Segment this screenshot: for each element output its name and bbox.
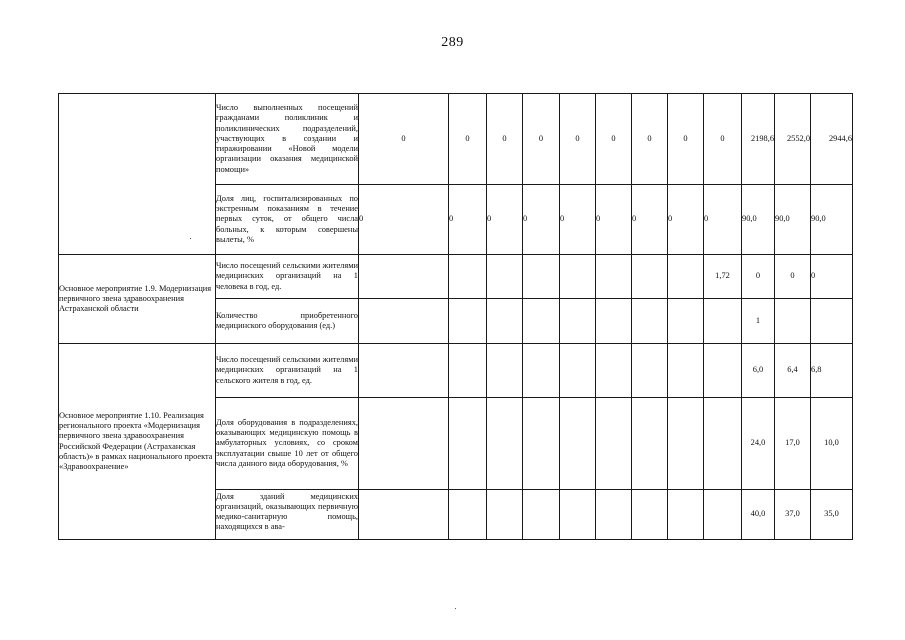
value-cell: 17,0 bbox=[775, 398, 811, 490]
value-cell bbox=[487, 344, 523, 398]
indicator-cell bbox=[216, 255, 359, 299]
value-cell bbox=[449, 398, 487, 490]
value-cell: 35,0 bbox=[811, 490, 853, 540]
objective-cell bbox=[59, 94, 216, 255]
value-cell: 6,4 bbox=[775, 344, 811, 398]
value-cell: 0 bbox=[596, 94, 632, 185]
value-cell: 0 bbox=[487, 185, 523, 255]
value-cell bbox=[596, 299, 632, 344]
table-row bbox=[59, 94, 853, 185]
value-cell bbox=[487, 255, 523, 299]
value-cell bbox=[523, 490, 560, 540]
objective-text: Основное мероприятие 1.9. Модернизация первичного звена здравоохранения Астраханской области bbox=[59, 283, 212, 314]
indicator-text: Количество приобретенного медицинского оборудования (ед.) bbox=[216, 310, 358, 330]
value-cell bbox=[632, 299, 668, 344]
value-cell: 0 bbox=[632, 94, 668, 185]
value-cell bbox=[523, 299, 560, 344]
value-cell bbox=[449, 299, 487, 344]
value-cell: 0 bbox=[742, 255, 775, 299]
indicator-cell bbox=[216, 344, 359, 398]
value-cell bbox=[596, 255, 632, 299]
value-cell bbox=[596, 398, 632, 490]
value-cell bbox=[668, 344, 704, 398]
value-cell bbox=[596, 344, 632, 398]
value-cell bbox=[704, 490, 742, 540]
value-cell bbox=[632, 344, 668, 398]
value-cell bbox=[487, 398, 523, 490]
value-cell bbox=[359, 255, 449, 299]
value-cell: 10,0 bbox=[811, 398, 853, 490]
value-cell: 24,0 bbox=[742, 398, 775, 490]
value-cell: 0 bbox=[523, 94, 560, 185]
objective-cell bbox=[59, 255, 216, 344]
value-cell: 0 bbox=[560, 94, 596, 185]
value-cell: 2944,6 bbox=[811, 94, 853, 185]
objective-text: Основное мероприятие 1.10. Реализация регионального проекта «Модернизация первичного звена здравоохранения Российской Федерации (Астраханская область)» в рамках национального проекта «Здравоохранение» bbox=[59, 410, 213, 471]
indicator-text: Число посещений сельскими жителями медицинских организаций на 1 сельского жителя в год, ед. bbox=[216, 355, 358, 385]
value-cell: 90,0 bbox=[775, 185, 811, 255]
value-cell: 6,8 bbox=[811, 344, 853, 398]
page-number: 289 bbox=[441, 35, 464, 50]
indicator-text: Число выполненных посещений гражданами поликлиник и поликлинических подразделений, участвующих в создании и тиражировании «Новой модели организации оказания медицинской помощи» bbox=[216, 103, 358, 174]
value-cell bbox=[449, 490, 487, 540]
value-cell bbox=[811, 299, 853, 344]
value-cell: 0 bbox=[560, 185, 596, 255]
value-cell: 90,0 bbox=[742, 185, 775, 255]
value-cell: 90,0 bbox=[811, 185, 853, 255]
indicator-cell bbox=[216, 490, 359, 540]
value-cell bbox=[359, 398, 449, 490]
value-cell bbox=[560, 344, 596, 398]
value-cell bbox=[560, 398, 596, 490]
value-cell bbox=[668, 398, 704, 490]
value-cell bbox=[359, 299, 449, 344]
table-row bbox=[59, 255, 853, 299]
indicator-text: Доля оборудования в подразделениях, оказывающих медицинскую помощь в амбулаторных условиях, со сроком эксплуатации свыше 10 лет от общего числа данного вида оборудования, % bbox=[216, 417, 358, 468]
value-cell bbox=[632, 255, 668, 299]
value-cell: 1 bbox=[742, 299, 775, 344]
value-cell bbox=[359, 490, 449, 540]
value-cell bbox=[523, 255, 560, 299]
value-cell bbox=[668, 255, 704, 299]
value-cell bbox=[632, 490, 668, 540]
indicator-text: Число посещений сельскими жителями медицинских организаций на 1 человека в год, ед. bbox=[216, 261, 358, 291]
value-cell: 0 bbox=[359, 185, 449, 255]
indicator-cell bbox=[216, 94, 359, 185]
value-cell: 0 bbox=[811, 255, 853, 299]
value-cell bbox=[523, 398, 560, 490]
value-cell bbox=[704, 344, 742, 398]
indicator-text: Доля зданий медицинских организаций, оказывающих первичную медико-санитарную помощь, находящихся в ава- bbox=[216, 491, 358, 532]
value-cell bbox=[487, 299, 523, 344]
value-cell bbox=[632, 398, 668, 490]
value-cell bbox=[596, 490, 632, 540]
value-cell bbox=[487, 490, 523, 540]
value-cell bbox=[775, 299, 811, 344]
value-cell: 0 bbox=[449, 94, 487, 185]
value-cell: 2552,0 bbox=[775, 94, 811, 185]
value-cell bbox=[668, 299, 704, 344]
value-cell: 0 bbox=[704, 185, 742, 255]
value-cell: 0 bbox=[523, 185, 560, 255]
value-cell: 6,0 bbox=[742, 344, 775, 398]
indicator-cell bbox=[216, 299, 359, 344]
value-cell bbox=[449, 344, 487, 398]
value-cell: 0 bbox=[632, 185, 668, 255]
indicator-cell bbox=[216, 185, 359, 255]
value-cell: 1,72 bbox=[704, 255, 742, 299]
value-cell: 0 bbox=[668, 94, 704, 185]
value-cell: 40,0 bbox=[742, 490, 775, 540]
value-cell bbox=[704, 398, 742, 490]
objective-cell bbox=[59, 344, 216, 540]
value-cell: 37,0 bbox=[775, 490, 811, 540]
value-cell: 2198,6 bbox=[742, 94, 775, 185]
indicator-text: Доля лиц, госпитализированных по экстренным показаниям в течение первых суток, от общего числа больных, к которым совершены вылеты, % bbox=[216, 193, 358, 244]
value-cell: 0 bbox=[775, 255, 811, 299]
value-cell bbox=[523, 344, 560, 398]
value-cell bbox=[668, 490, 704, 540]
value-cell bbox=[560, 299, 596, 344]
value-cell: 0 bbox=[359, 94, 449, 185]
value-cell: 0 bbox=[449, 185, 487, 255]
scan-speck bbox=[455, 608, 456, 609]
value-cell bbox=[704, 299, 742, 344]
value-cell bbox=[560, 255, 596, 299]
value-cell: 0 bbox=[704, 94, 742, 185]
value-cell bbox=[560, 490, 596, 540]
value-cell bbox=[359, 344, 449, 398]
indicators-table bbox=[58, 93, 853, 540]
indicator-cell bbox=[216, 398, 359, 490]
value-cell: 0 bbox=[487, 94, 523, 185]
scan-speck bbox=[190, 238, 191, 239]
value-cell: 0 bbox=[668, 185, 704, 255]
value-cell bbox=[449, 255, 487, 299]
table-row bbox=[59, 344, 853, 398]
value-cell: 0 bbox=[596, 185, 632, 255]
